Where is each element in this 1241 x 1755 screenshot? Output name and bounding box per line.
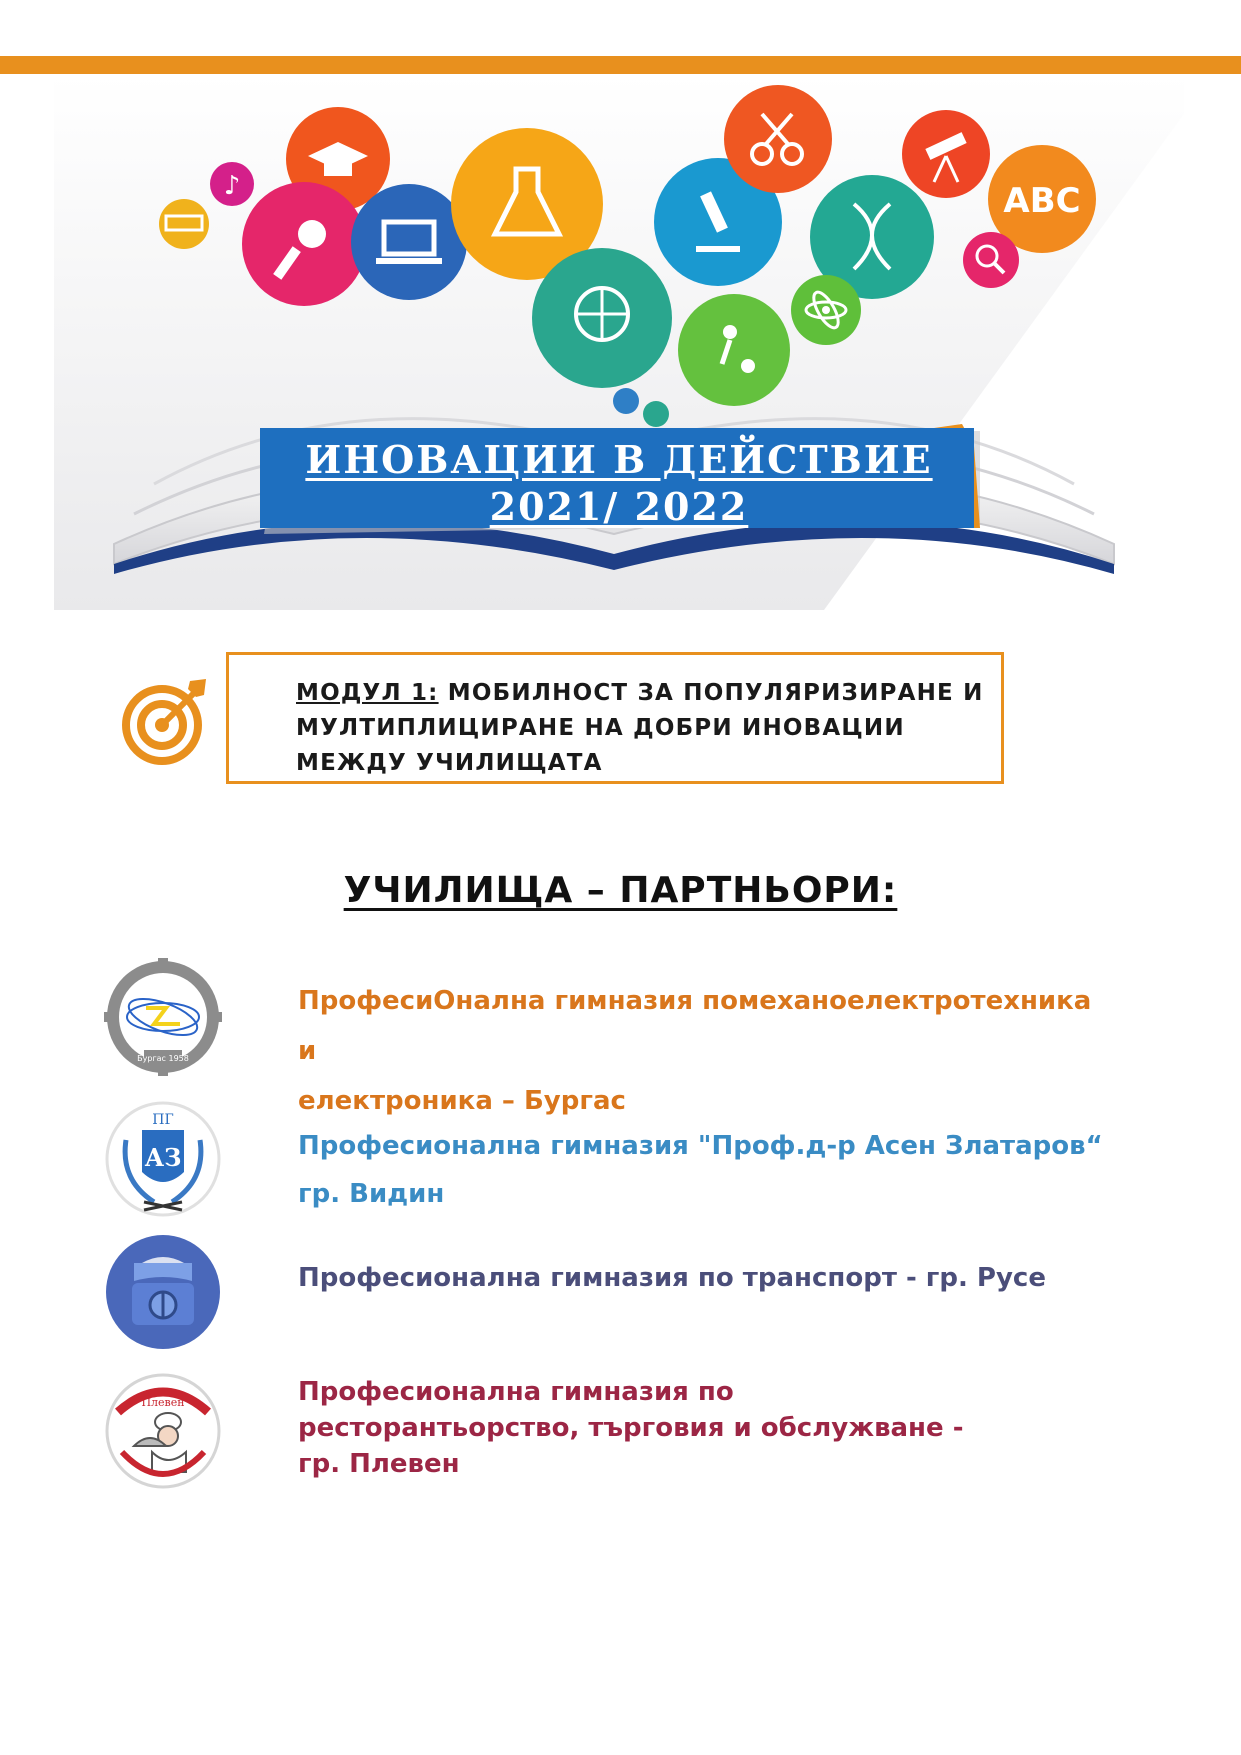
partner-4-line-3: гр. Плевен [298, 1449, 460, 1479]
laptop-icon [351, 184, 467, 300]
gear-logo-icon [104, 958, 222, 1076]
module-text-line-2: МУЛТИПЛИЦИРАНЕ НА ДОБРИ ИНОВАЦИИ [296, 715, 905, 741]
svg-text:ABC: ABC [1003, 181, 1081, 221]
laurel-shield-logo-icon [104, 1100, 222, 1218]
magnifier-icon [963, 232, 1019, 288]
partner-2-line-2: гр. Видин [298, 1179, 445, 1209]
microphone-icon [242, 182, 366, 306]
module-text-line-3: МЕЖДУ УЧИЛИЩАТА [296, 750, 603, 776]
partner-1-line-2: електроника – Бургас [298, 1086, 626, 1116]
title-line-2: 2021/ 2022 [489, 484, 749, 529]
shield-logo-center-text: АЗ [144, 1143, 182, 1172]
chef-logo-icon [104, 1372, 222, 1490]
atom-icon [791, 275, 861, 345]
module-description [296, 676, 996, 781]
partner-3-line-1: Професионална гимназия по транспорт - гр. Русе [298, 1263, 1046, 1293]
globe-icon [532, 248, 672, 388]
partners-heading-text: УЧИЛИЩА – ПАРТНЬОРИ: [343, 870, 898, 911]
module-text-line-1: МОБИЛНОСТ ЗА ПОПУЛЯРИЗИРАНЕ И [447, 680, 984, 706]
page-title [260, 432, 978, 542]
partner-4-line-2: ресторантьорство, търговия и обслужване - [298, 1413, 964, 1443]
title-line-1: ИНОВАЦИИ В ДЕЙСТВИЕ [305, 437, 933, 482]
partner-name-ruse [298, 1258, 1118, 1298]
module-label: МОДУЛ 1: [296, 680, 439, 706]
partner-name-pleven [298, 1374, 1118, 1482]
target-icon [120, 675, 212, 767]
telescope-icon [902, 110, 990, 198]
music-note-icon [210, 162, 254, 206]
partner-2-line-1: Професионална гимназия "Проф.д-р Асен Златаров“ [298, 1131, 1103, 1161]
sports-icon [678, 294, 790, 406]
partner-name-vidin [298, 1122, 1118, 1218]
transport-logo-icon [104, 1233, 222, 1351]
chef-logo-text: Плевен [141, 1396, 185, 1409]
ruler-icon [159, 199, 209, 249]
partner-name-burgas [298, 976, 1118, 1126]
gear-logo-text: Бургас 1958 [137, 1054, 189, 1063]
scissors-icon [724, 85, 832, 193]
shield-logo-top-text: ПГ [152, 1112, 174, 1128]
partner-4-line-1: Професионална гимназия по [298, 1377, 734, 1407]
partners-heading [0, 870, 1241, 911]
top-accent-bar [0, 56, 1241, 74]
partner-1-line-1: ПрофесиОнална гимназия помеханоелектротехника и [298, 986, 1092, 1066]
svg-text:♪: ♪ [223, 171, 241, 201]
